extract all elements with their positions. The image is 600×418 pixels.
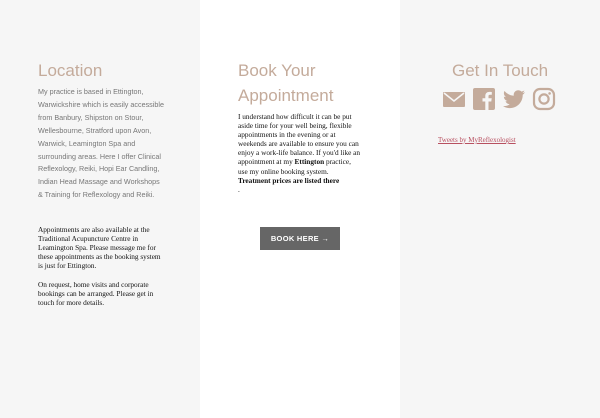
tweets-link[interactable]: Tweets by MyReflexologist	[438, 136, 516, 144]
twitter-icon[interactable]	[502, 87, 526, 111]
location-description: My practice is based in Ettington, Warwickshire which is easily accessible from Banbury, Shipston on Stour, Wellesbourne, Stratford upon Avon, Warwick, Leamington Spa and surrounding areas. Here I offer Clinical Reflexology, Reiki, Hopi Ear Candling, Indian Head Massage and Workshops & Training for Reflexology and Reiki.	[38, 87, 164, 200]
appointments-note: Appointments are also available at the Traditional Acupuncture Centre in Leamington Spa. Please message me for these appointments as the booking system is just for Ettington.	[38, 225, 161, 271]
booking-text-mid: practice, use my online booking system.	[238, 157, 351, 176]
book-here-button[interactable]: BOOK HERE →	[260, 227, 340, 250]
email-icon[interactable]	[442, 87, 466, 111]
booking-text	[238, 112, 362, 194]
location-heading: Location	[38, 61, 103, 80]
booking-heading-line2: Appointment	[238, 86, 334, 105]
facebook-icon[interactable]	[472, 87, 496, 111]
social-icons	[442, 87, 556, 111]
booking-heading-line1: Book Your	[238, 61, 316, 80]
booking-text-prices: Treatment prices are listed there	[238, 175, 340, 185]
instagram-icon[interactable]	[532, 87, 556, 111]
booking-text-intro: I understand how difficult it can be put aside time for your well being, flexible appointments in the evening or at weekends are available to ensure you can enjoy a work-life balance. If you'd like an appointment at my	[238, 112, 361, 167]
contact-heading: Get In Touch	[452, 61, 549, 80]
booking-text-ettington: Ettington	[294, 157, 325, 167]
booking-text-end: .	[238, 184, 240, 194]
request-note: On request, home visits and corporate bookings can be arranged. Please get in touch for more details.	[38, 280, 154, 308]
